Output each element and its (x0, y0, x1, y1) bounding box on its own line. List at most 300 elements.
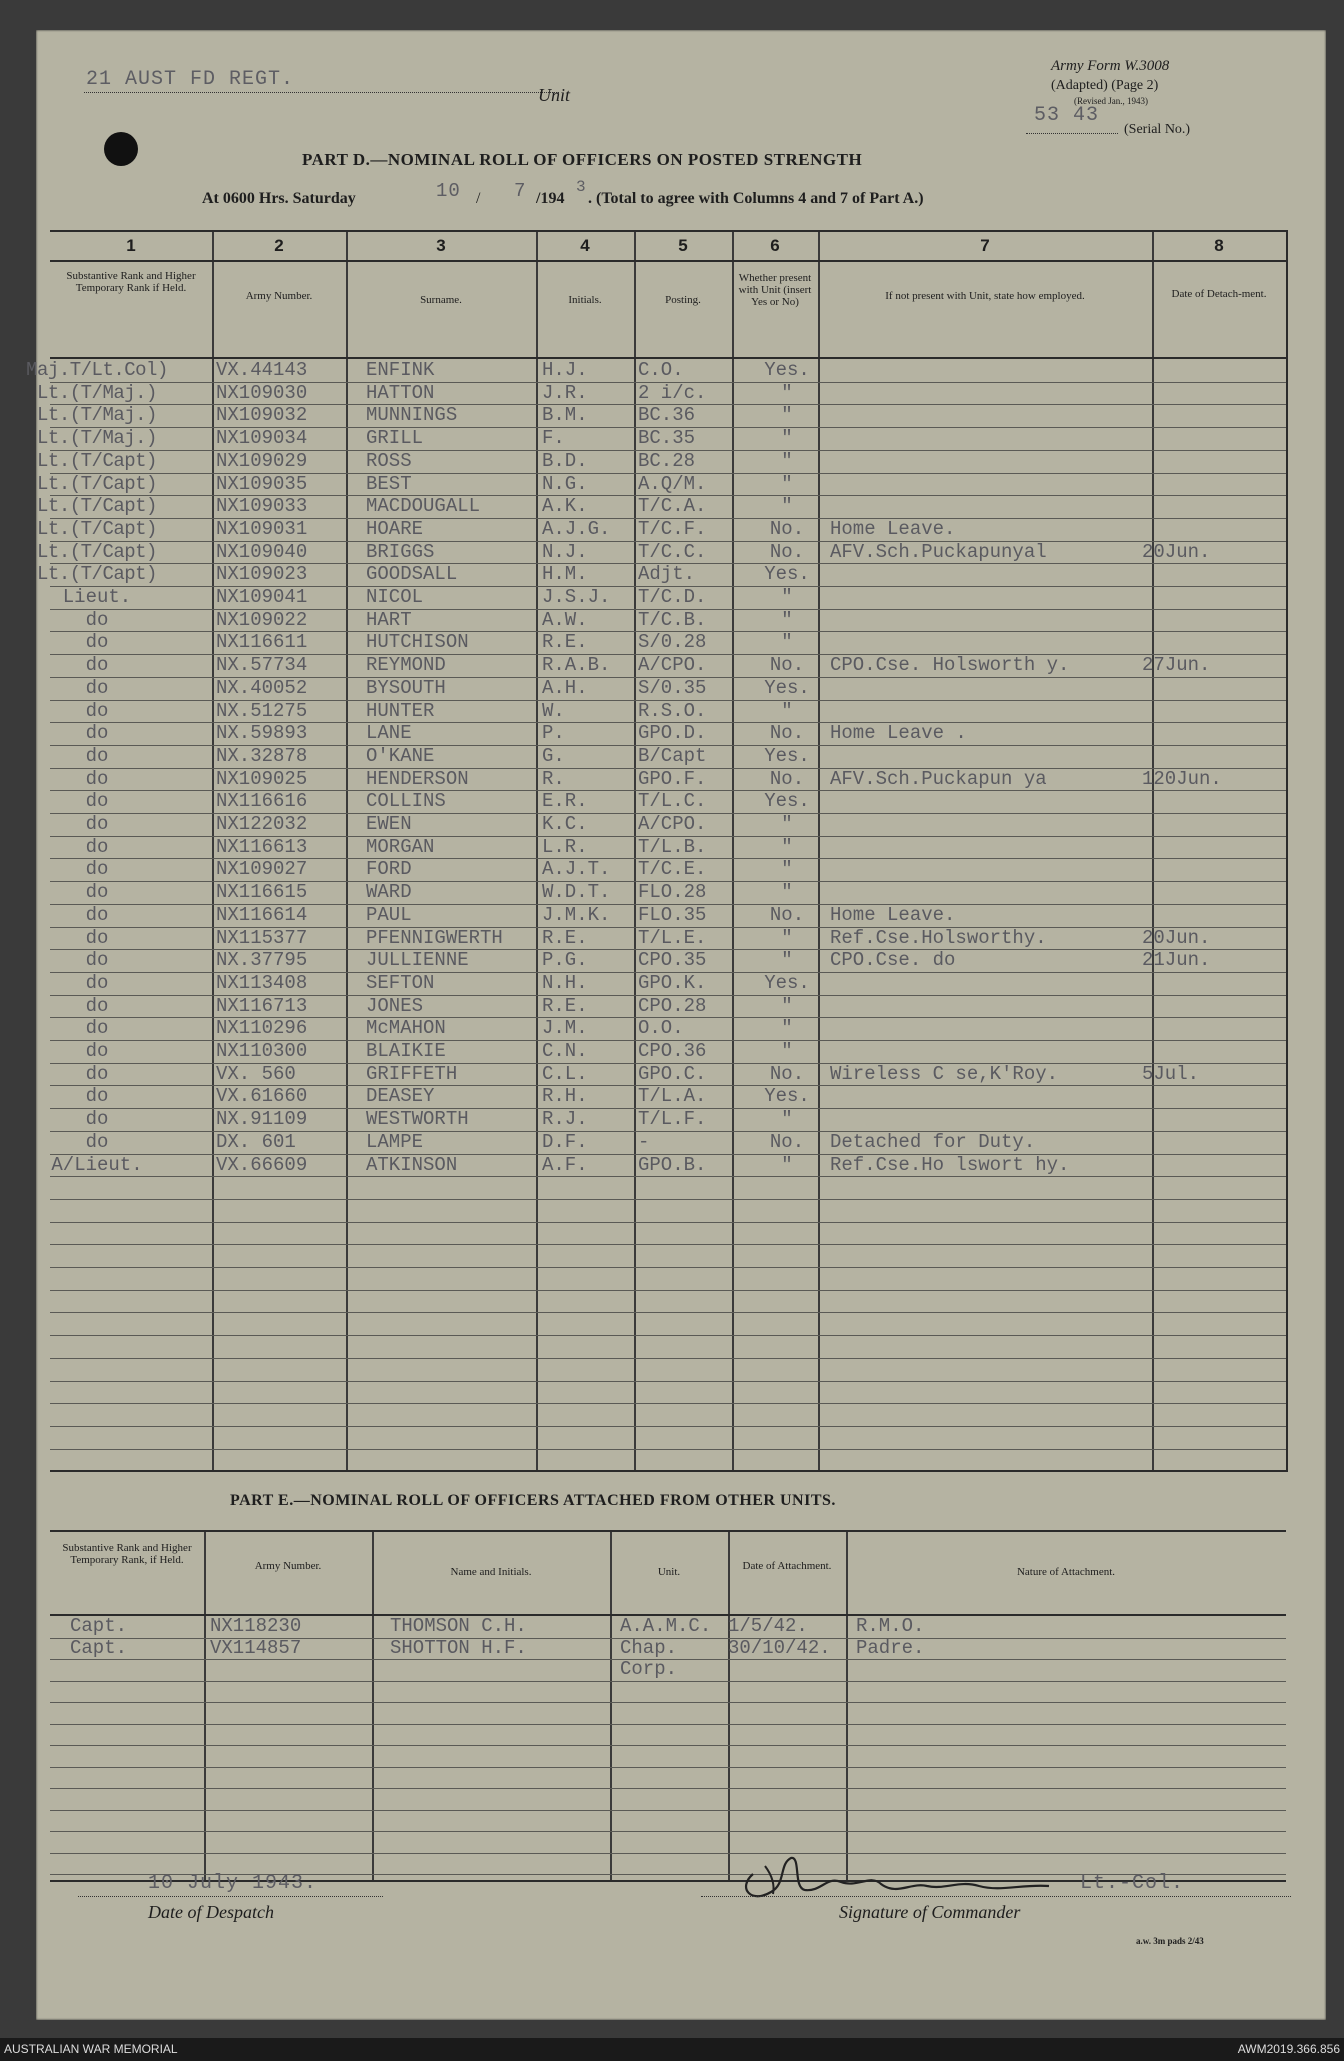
part-d-cell: GRIFFETH (366, 1062, 458, 1085)
part-d-cell: Yes. (764, 359, 810, 381)
part-d-cell: T/L.C. (638, 790, 707, 813)
part-d-cell: P. (542, 722, 565, 745)
part-d-cell: NX122032 (216, 813, 308, 835)
part-d-cell: B.M. (542, 404, 588, 427)
part-d-cell: WARD (366, 881, 412, 904)
table-row (50, 677, 1286, 700)
archive-footer (0, 2038, 1344, 2061)
part-d-row-line (50, 1222, 1286, 1223)
part-d-row-line (50, 1199, 1286, 1200)
part-d-cell: do (85, 1017, 109, 1040)
part-d-cell: HUTCHISON (366, 631, 469, 654)
part-d-row-line (50, 1426, 1286, 1427)
part-d-cell: T/L.B. (638, 835, 707, 858)
table-row (50, 1108, 1286, 1131)
part-d-cell: NX109023 (216, 563, 308, 586)
part-d-cell: R.E. (542, 631, 588, 654)
part-d-cell: " (781, 1108, 793, 1131)
punch-hole (104, 132, 138, 166)
part-d-cell: A.J.G. (542, 517, 611, 540)
part-d-cell: " (781, 1017, 793, 1040)
table-row (50, 700, 1286, 723)
table-row (50, 586, 1286, 609)
part-d-cell: No. (769, 767, 805, 790)
part-d-cell: T/L.A. (638, 1085, 707, 1108)
part-d-column-number: 1 (126, 236, 136, 255)
part-d-cell: DX. 601 (216, 1130, 296, 1153)
part-d-column-number: 6 (770, 236, 780, 255)
part-d-cell: Lieut. (62, 586, 132, 608)
part-d-cell: NX116713 (216, 994, 308, 1017)
part-d-cell: 21Jun. (1142, 949, 1211, 972)
part-d-cell: AFV.Sch.Puckapun ya (830, 767, 1047, 790)
part-d-cell: " (781, 1040, 793, 1062)
table-row (37, 472, 1286, 496)
part-d-cell: NX116616 (216, 790, 308, 813)
part-d-cell: NX.37795 (216, 949, 308, 972)
part-d-cell: WESTWORTH (366, 1108, 469, 1131)
part-d-column-number: 4 (580, 236, 590, 255)
part-d-cell: HART (366, 608, 412, 631)
despatch-label: Date of Despatch (148, 1902, 274, 1922)
part-d-cell: do (85, 835, 109, 858)
part-d-cell: Lt.(T/Maj.) (37, 404, 157, 427)
part-e-cell: R.M.O. (856, 1615, 925, 1637)
table-row (50, 995, 1286, 1018)
part-d-cell: NX.59893 (216, 722, 308, 745)
unit-value: 21 AUST FD REGT. (86, 68, 295, 91)
part-e-row-line (50, 1702, 1286, 1703)
part-d-cell: NX109030 (216, 381, 308, 404)
part-d-cell: R.E. (542, 926, 588, 949)
part-d-cell: No. (769, 654, 805, 677)
part-d-row-line (50, 1403, 1286, 1404)
part-d-cell: 27Jun. (1142, 654, 1211, 677)
part-d-cell: ENFINK (366, 359, 435, 381)
serial-underline (1026, 133, 1118, 134)
table-row (50, 1017, 1286, 1040)
part-e-row-line (50, 1745, 1286, 1746)
part-d-row-line (50, 1381, 1286, 1382)
part-d-cell: Home Leave . (830, 722, 967, 745)
part-d-cell: R.A.B. (542, 654, 611, 677)
date-day: 10 (436, 180, 461, 202)
part-d-cell: L.R. (542, 835, 588, 858)
part-d-cell: NX109033 (216, 495, 308, 518)
part-d-cell: NX109025 (216, 767, 308, 790)
part-d-column-header: Substantive Rank and Higher Temporary Rank if Held. (66, 270, 196, 294)
part-e-row-line (50, 1831, 1286, 1832)
part-d-cell: Maj.T/Lt.Col) (26, 359, 168, 381)
form-adapted: (Adapted) (Page 2) (1051, 78, 1159, 93)
part-d-cell: ATKINSON (366, 1153, 458, 1176)
part-d-cell: EWEN (366, 813, 412, 835)
part-d-cell: - (638, 1130, 650, 1153)
date-prefix: At 0600 Hrs. Saturday (202, 190, 356, 207)
part-d-cell: BC.28 (638, 449, 696, 472)
part-e-cell: 1/5/42. (728, 1615, 808, 1637)
part-d-cell: " (781, 472, 793, 495)
part-d-cell: DEASEY (366, 1085, 435, 1108)
part-d-cell: No. (769, 722, 805, 745)
part-e-cell: A.A.M.C. (620, 1615, 712, 1637)
table-row (50, 1659, 1286, 1681)
part-d-cell: do (85, 994, 109, 1017)
table-row (37, 427, 1286, 450)
part-e-column-header: Nature of Attachment. (1016, 1566, 1116, 1578)
part-e-column-divider (846, 1532, 848, 1880)
table-row (50, 609, 1286, 632)
part-d-cell: BRIGGS (366, 540, 435, 563)
table-row (50, 1154, 1286, 1177)
part-d-cell: C.O. (638, 359, 684, 381)
part-d-cell: " (781, 631, 793, 654)
part-d-cell: N.J. (542, 540, 588, 563)
part-d-cell: BC.35 (638, 427, 696, 450)
part-e-column-header: Substantive Rank and Higher Temporary Rank, if Held. (62, 1542, 192, 1566)
part-e-title: PART E.—NOMINAL ROLL OF OFFICERS ATTACHED FROM OTHER UNITS. (230, 1492, 836, 1509)
part-d-cell: " (781, 608, 793, 631)
unit-label: Unit (538, 85, 571, 105)
part-d-cell: McMAHON (366, 1017, 446, 1040)
part-e-cell: Corp. (620, 1658, 678, 1680)
part-d-cell: VX. 560 (216, 1062, 296, 1085)
table-row (37, 563, 1286, 586)
part-d-cell: " (781, 881, 793, 904)
table-row (50, 1040, 1286, 1063)
part-d-cell: No. (769, 540, 805, 563)
part-d-cell: Yes. (764, 744, 810, 767)
part-d-cell: do (85, 1130, 109, 1153)
part-d-cell: W. (542, 699, 565, 722)
part-d-cell: do (85, 767, 109, 790)
part-d-cell: NX.32878 (216, 744, 308, 767)
date-month: 7 (514, 180, 527, 202)
part-d-cell: REYMOND (366, 654, 446, 677)
part-d-cell: JONES (366, 994, 424, 1017)
part-d-cell: CPO.Cse. do (830, 949, 956, 972)
part-d-cell: VX.61660 (216, 1085, 308, 1108)
part-d-cell: do (85, 881, 109, 904)
part-d-cell: CPO.28 (638, 994, 707, 1017)
part-d-row-line (50, 1267, 1286, 1268)
part-d-cell: FLO.28 (638, 881, 707, 904)
part-d-column-header: Surname. (420, 294, 462, 306)
part-e-cell: VX114857 (210, 1636, 302, 1659)
part-d-cell: A.K. (542, 495, 588, 518)
part-d-cell: " (781, 586, 793, 608)
part-d-cell: O'KANE (366, 744, 435, 767)
serial-label: (Serial No.) (1124, 122, 1191, 137)
table-row (37, 540, 1286, 564)
part-e-column-header: Army Number. (254, 1560, 322, 1572)
part-d-cell: do (85, 813, 109, 835)
part-d-column-header: Whether present with Unit (insert Yes or No) (738, 272, 812, 308)
part-e-cell: Capt. (70, 1636, 128, 1659)
table-row (50, 1131, 1286, 1154)
part-d-cell: Detached for Duty. (830, 1130, 1036, 1153)
part-d-cell: Lt.(T/Maj.) (37, 381, 157, 404)
part-d-cell: NX110296 (216, 1017, 308, 1040)
part-d-cell: FLO.35 (638, 903, 707, 926)
part-d-cell: T/L.F. (638, 1108, 707, 1131)
part-d-cell: " (781, 404, 793, 427)
part-d-cell: R.S.O. (638, 699, 707, 722)
part-d-cell: do (85, 676, 109, 699)
table-row (50, 813, 1286, 836)
part-d-cell: HENDERSON (366, 767, 469, 790)
part-e-cell: NX118230 (210, 1615, 302, 1637)
part-d-cell: " (781, 699, 793, 722)
archive-reference: AWM2019.366.856 (1237, 2042, 1340, 2056)
part-d-cell: NX109029 (216, 449, 308, 472)
part-d-cell: K.C. (542, 813, 588, 835)
part-d-cell: NICOL (366, 586, 424, 608)
part-d-cell: J.M. (542, 1017, 588, 1040)
part-d-cell: T/C.B. (638, 608, 707, 631)
date-year-prefix: /194 (536, 190, 565, 207)
part-d-cell: do (85, 790, 109, 813)
part-d-cell: CPO.36 (638, 1040, 707, 1062)
part-d-cell: COLLINS (366, 790, 446, 813)
part-d-cell: T/C.D. (638, 586, 707, 608)
part-e-cell: 30/10/42. (728, 1636, 831, 1659)
table-row (50, 881, 1286, 904)
part-d-cell: do (85, 926, 109, 949)
part-d-cell: NX115377 (216, 926, 308, 949)
part-d-cell: GRILL (366, 427, 424, 450)
table-row (50, 1085, 1286, 1108)
part-d-cell: do (85, 903, 109, 926)
part-d-cell: Lt.(T/Capt) (37, 449, 157, 472)
part-d-cell: Lt.(T/Capt) (37, 495, 157, 518)
table-row (50, 745, 1286, 768)
part-d-cell: SEFTON (366, 971, 435, 994)
part-d-cell: NX116613 (216, 835, 308, 858)
despatch-date-value: 10 July 1943. (148, 1872, 318, 1895)
part-d-cell: T/C.C. (638, 540, 707, 563)
part-d-cell: NX.57734 (216, 654, 308, 677)
part-d-cell: 20Jun. (1142, 540, 1211, 563)
commander-signature (731, 1844, 1061, 1908)
signature-label: Signature of Commander (839, 1902, 1021, 1922)
part-e-column-divider (372, 1532, 374, 1880)
part-d-cell: NX109027 (216, 858, 308, 881)
part-d-cell: NX.91109 (216, 1108, 308, 1131)
part-d-cell: NX116611 (216, 631, 308, 654)
part-d-cell: 120Jun. (1142, 767, 1222, 790)
part-d-cell: " (781, 1153, 793, 1176)
part-d-cell: Lt.(T/Capt) (37, 517, 157, 540)
part-d-cell: MORGAN (366, 835, 435, 858)
table-row (50, 972, 1286, 995)
part-d-cell: CPO.35 (638, 949, 707, 972)
part-d-cell: NX.51275 (216, 699, 308, 722)
part-d-cell: do (85, 1085, 109, 1108)
part-d-cell: A.H. (542, 676, 588, 699)
signature-underline (701, 1896, 1291, 1897)
part-d-cell: " (781, 926, 793, 949)
part-d-cell: NX116615 (216, 881, 308, 904)
part-d-cell: B/Capt (638, 744, 707, 767)
table-row (50, 722, 1286, 745)
part-d-cell: NX110300 (216, 1040, 308, 1062)
part-d-cell: " (781, 994, 793, 1017)
part-d-cell: Yes. (764, 563, 810, 586)
part-d-cell: NX109031 (216, 517, 308, 540)
part-d-cell: Lt.(T/Capt) (37, 472, 157, 495)
part-d-cell: do (85, 1040, 109, 1062)
part-d-cell: E.R. (542, 790, 588, 813)
part-d-cell: A/CPO. (638, 813, 707, 835)
part-d-column-number: 3 (436, 236, 446, 255)
part-d-cell: N.G. (542, 472, 588, 495)
part-d-header-divider (50, 260, 1286, 262)
table-row (50, 949, 1286, 972)
part-d-cell: do (85, 1108, 109, 1131)
part-e-column-header: Unit. (657, 1566, 681, 1578)
part-d-row-line (50, 1358, 1286, 1359)
part-d-cell: JULLIENNE (366, 949, 469, 972)
part-d-cell: Wireless C se,K'Roy. (830, 1062, 1059, 1085)
part-d-cell: do (85, 971, 109, 994)
part-d-cell: VX.66609 (216, 1153, 308, 1176)
part-d-column-number: 5 (678, 236, 688, 255)
part-d-cell: LANE (366, 722, 412, 745)
part-d-cell: GOODSALL (366, 563, 458, 586)
part-d-cell: PFENNIGWERTH (366, 926, 503, 949)
part-d-row-line (50, 1335, 1286, 1336)
part-d-cell: A.Q/M. (638, 472, 707, 495)
part-d-cell: R.H. (542, 1085, 588, 1108)
part-d-cell: G. (542, 744, 565, 767)
part-e-cell: SHOTTON H.F. (390, 1636, 527, 1659)
part-d-title: PART D.—NOMINAL ROLL OF OFFICERS ON POSTED STRENGTH (302, 150, 863, 169)
part-d-cell: do (85, 722, 109, 745)
table-row (50, 858, 1286, 881)
part-d-cell: Ref.Cse.Holsworthy. (830, 926, 1047, 949)
table-row (50, 654, 1286, 677)
part-d-cell: N.H. (542, 971, 588, 994)
part-d-cell: NX113408 (216, 971, 308, 994)
part-d-cell: T/L.E. (638, 926, 707, 949)
part-d-cell: GPO.B. (638, 1153, 707, 1176)
part-d-cell: NX109022 (216, 608, 308, 631)
part-d-column-number: 7 (980, 236, 990, 255)
part-e-cell: Capt. (70, 1615, 128, 1637)
part-d-row-line (50, 1290, 1286, 1291)
unit-underline (84, 92, 559, 93)
part-d-cell: do (85, 744, 109, 767)
part-d-cell: Yes. (764, 790, 810, 813)
part-d-cell: VX.44143 (216, 359, 308, 381)
part-d-cell: NX109041 (216, 586, 308, 608)
part-d-cell: A.F. (542, 1153, 588, 1176)
part-d-cell: do (85, 949, 109, 972)
part-d-cell: T/C.E. (638, 858, 707, 881)
part-d-cell: P.G. (542, 949, 588, 972)
part-e-row-line (50, 1767, 1286, 1768)
part-d-cell: MUNNINGS (366, 404, 458, 427)
part-d-column-number: 2 (274, 236, 284, 255)
commander-rank: Lt.-Col. (1080, 1872, 1185, 1895)
part-d-row-line (50, 1244, 1286, 1245)
part-d-cell: Lt.(T/Maj.) (37, 427, 157, 450)
part-e-cell: Padre. (856, 1636, 925, 1659)
part-e-row-line (50, 1788, 1286, 1789)
part-d-cell: B.D. (542, 449, 588, 472)
part-d-cell: H.M. (542, 563, 588, 586)
part-d-cell: HUNTER (366, 699, 435, 722)
part-d-cell: " (781, 449, 793, 472)
part-d-cell: " (781, 381, 793, 404)
part-d-cell: GPO.D. (638, 722, 707, 745)
part-d-row-line (50, 1176, 1286, 1177)
part-d-cell: C.N. (542, 1040, 588, 1062)
part-d-cell: Yes. (764, 1085, 810, 1108)
part-d-cell: D.F. (542, 1130, 588, 1153)
part-d-cell: " (781, 858, 793, 881)
part-d-cell: FORD (366, 858, 412, 881)
part-d-cell: Yes. (764, 676, 810, 699)
part-d-cell: do (85, 858, 109, 881)
part-d-table (26, 230, 1288, 1472)
part-d-cell: 2 i/c. (638, 381, 707, 404)
part-d-cell: H.J. (542, 359, 588, 381)
part-d-cell: J.M.K. (542, 903, 611, 926)
part-d-cell: Home Leave. (830, 903, 956, 926)
part-e-cell: Chap. (620, 1636, 678, 1659)
part-d-cell: NX.40052 (216, 676, 308, 699)
part-d-cell: do (85, 631, 109, 654)
part-d-cell: Lt.(T/Capt) (37, 563, 157, 586)
part-d-cell: NX109040 (216, 540, 308, 563)
part-e-row-line (50, 1724, 1286, 1725)
part-d-cell: do (85, 699, 109, 722)
part-d-cell: ROSS (366, 449, 412, 472)
table-row (50, 768, 1286, 791)
part-d-cell: J.R. (542, 381, 588, 404)
date-suffix: . (Total to agree with Columns 4 and 7 of Part A.) (588, 190, 924, 207)
part-d-cell: LAMPE (366, 1130, 424, 1153)
part-d-cell: A/Lieut. (51, 1153, 143, 1176)
part-d-cell: O.O. (638, 1017, 684, 1040)
part-d-cell: " (781, 813, 793, 835)
part-d-cell: Lt.(T/Capt) (37, 540, 157, 563)
archive-institution: AUSTRALIAN WAR MEMORIAL (4, 2042, 178, 2056)
despatch-underline (78, 1896, 383, 1897)
part-d-cell: No. (769, 517, 805, 540)
table-row (50, 790, 1286, 813)
table-row (26, 359, 1286, 382)
part-d-cell: " (781, 495, 793, 518)
part-d-cell: PAUL (366, 903, 412, 926)
part-d-cell: BLAIKIE (366, 1040, 446, 1062)
part-d-cell: NX109032 (216, 404, 308, 427)
form-number: Army Form W.3008 (1051, 58, 1170, 74)
date-slash: / (476, 190, 481, 207)
part-d-column-header: If not present with Unit, state how employed. (885, 290, 1085, 302)
part-d-cell: NX109035 (216, 472, 308, 495)
table-row (50, 1063, 1286, 1086)
part-e-row-line (50, 1681, 1286, 1682)
document-page (26, 30, 1326, 2020)
part-d-cell: R. (542, 767, 565, 790)
table-row (50, 836, 1286, 859)
part-e-cell: THOMSON C.H. (390, 1615, 527, 1637)
part-d-cell: do (85, 608, 109, 631)
part-d-cell: HATTON (366, 381, 435, 404)
